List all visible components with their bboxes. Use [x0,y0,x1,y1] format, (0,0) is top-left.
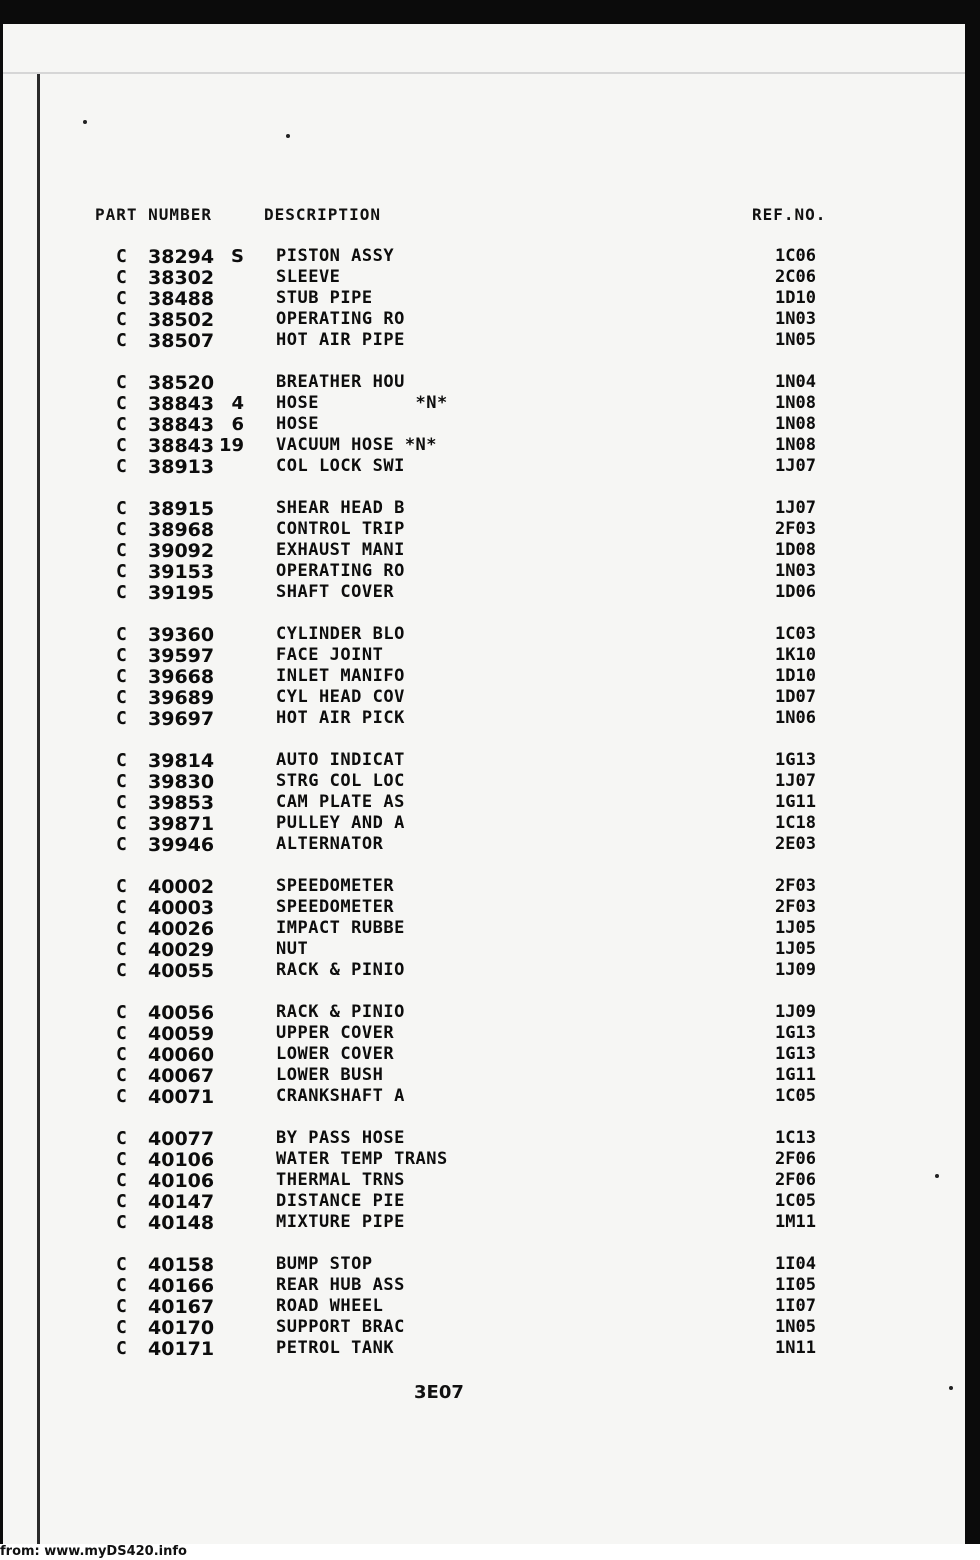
part-prefix: C [116,1044,127,1065]
part-prefix: C [116,540,127,561]
part-description: HOSE *N* [276,393,448,413]
part-prefix: C [116,666,127,687]
parts-table [0,246,980,1359]
ref-number: 1D10 [775,666,816,686]
ref-number: 1D10 [775,288,816,308]
ref-number: 1I05 [775,1275,816,1295]
part-description: RACK & PINIO [276,960,405,980]
table-row [0,1023,980,1044]
part-description: SHEAR HEAD B [276,498,405,518]
ref-number: 1G13 [775,1023,816,1043]
part-description: COL LOCK SWI [276,456,405,476]
part-description: UPPER COVER [276,1023,395,1043]
ref-number: 1D07 [775,687,816,707]
part-description: OPERATING RO [276,561,405,581]
table-row [0,246,980,267]
ref-number: 1N11 [775,1338,816,1358]
ref-number: 2E03 [775,834,816,854]
ref-number: 1N08 [775,435,816,455]
ref-number: 1N08 [775,393,816,413]
ref-number: 2F06 [775,1170,816,1190]
ref-number: 1J09 [775,960,816,980]
part-number: 40026 [148,918,215,940]
ref-number: 1J09 [775,1002,816,1022]
part-description: AUTO INDICAT [276,750,405,770]
ref-number: 1N05 [775,1317,816,1337]
part-number: 40060 [148,1044,215,1066]
part-description: IMPACT RUBBE [276,918,405,938]
part-number: 40148 [148,1212,215,1234]
part-number: 40059 [148,1023,215,1045]
part-number: 39360 [148,624,215,646]
part-prefix: C [116,246,127,267]
part-prefix: C [116,750,127,771]
part-prefix: C [116,960,127,981]
part-prefix: C [116,498,127,519]
ref-number: 2F06 [775,1149,816,1169]
table-row [0,666,980,687]
ref-number: 1N03 [775,561,816,581]
part-prefix: C [116,939,127,960]
ref-number: 1J07 [775,771,816,791]
ref-number: 1C13 [775,1128,816,1148]
part-number: 40003 [148,897,215,919]
part-description: BY PASS HOSE [276,1128,405,1148]
table-row [0,708,980,729]
part-number: 39871 [148,813,215,835]
part-number: 39946 [148,834,215,856]
part-number: 40170 [148,1317,215,1339]
source-footer: from: www.myDS420.info [0,1544,980,1560]
part-prefix: C [116,267,127,288]
part-prefix: C [116,1296,127,1317]
part-description: CYLINDER BLO [276,624,405,644]
table-row [0,1170,980,1191]
part-prefix: C [116,1338,127,1359]
part-number: 38843 [148,435,215,457]
part-number: 38843 [148,414,215,436]
table-row [0,267,980,288]
ref-number: 2F03 [775,519,816,539]
part-prefix: C [116,519,127,540]
part-number: 38913 [148,456,215,478]
part-number: 38302 [148,267,215,289]
part-prefix: C [116,1128,127,1149]
part-prefix: C [116,771,127,792]
part-description: FACE JOINT [276,645,384,665]
part-number: 39830 [148,771,215,793]
table-row [0,624,980,645]
part-suffix: 4 [231,393,244,414]
table-row [0,918,980,939]
part-prefix: C [116,582,127,603]
part-number: 38488 [148,288,215,310]
part-description: CRANKSHAFT A [276,1086,405,1106]
header-description: DESCRIPTION [264,205,381,224]
part-prefix: C [116,1170,127,1191]
table-row [0,687,980,708]
scan-speck [286,134,290,138]
ref-number: 1G13 [775,1044,816,1064]
part-description: SPEEDOMETER [276,876,395,896]
part-description: CYL HEAD COV [276,687,405,707]
part-prefix: C [116,1086,127,1107]
part-number: 40166 [148,1275,215,1297]
table-row [0,792,980,813]
part-number: 40067 [148,1065,215,1087]
part-description: SHAFT COVER [276,582,395,602]
table-row [0,582,980,603]
part-description: BREATHER HOU [276,372,405,392]
table-row [0,1338,980,1359]
part-prefix: C [116,645,127,666]
part-number: 40106 [148,1170,215,1192]
part-description: SPEEDOMETER [276,897,395,917]
part-description: HOT AIR PIPE [276,330,405,350]
part-description: RACK & PINIO [276,1002,405,1022]
part-prefix: C [116,918,127,939]
part-description: CAM PLATE AS [276,792,405,812]
part-number: 38915 [148,498,215,520]
ref-number: 2C06 [775,267,816,287]
table-row [0,498,980,519]
part-description: HOT AIR PICK [276,708,405,728]
table-row [0,519,980,540]
part-description: LOWER COVER [276,1044,395,1064]
part-number: 40158 [148,1254,215,1276]
part-number: 39689 [148,687,215,709]
part-prefix: C [116,1212,127,1233]
part-number: 38294 [148,246,215,268]
table-row [0,456,980,477]
part-prefix: C [116,561,127,582]
page-code: 3E07 [414,1382,464,1403]
part-number: 39597 [148,645,215,667]
header-ref-no: REF.NO. [752,205,827,224]
part-prefix: C [116,708,127,729]
ref-number: 1C03 [775,624,816,644]
part-prefix: C [116,330,127,351]
table-row [0,1191,980,1212]
part-number: 39697 [148,708,215,730]
part-description: SUPPORT BRAC [276,1317,405,1337]
part-suffix: 6 [231,414,244,435]
part-prefix: C [116,393,127,414]
table-row [0,1254,980,1275]
part-number: 40077 [148,1128,215,1150]
ref-number: 1D06 [775,582,816,602]
table-row [0,1065,980,1086]
ref-number: 2F03 [775,897,816,917]
part-prefix: C [116,687,127,708]
table-row [0,813,980,834]
ref-number: 1G11 [775,1065,816,1085]
part-prefix: C [116,897,127,918]
part-prefix: C [116,834,127,855]
ref-number: 1N05 [775,330,816,350]
table-row [0,750,980,771]
part-prefix: C [116,1317,127,1338]
ref-number: 1I07 [775,1296,816,1316]
part-number: 38507 [148,330,215,352]
table-row [0,1317,980,1338]
part-prefix: C [116,1191,127,1212]
part-description: EXHAUST MANI [276,540,405,560]
ref-number: 1M11 [775,1212,816,1232]
part-number: 40029 [148,939,215,961]
ref-number: 1D08 [775,540,816,560]
ref-number: 1I04 [775,1254,816,1274]
ref-number: 1J05 [775,918,816,938]
part-description: PISTON ASSY [276,246,395,266]
ref-number: 1N03 [775,309,816,329]
table-row [0,1275,980,1296]
ref-number: 1N08 [775,414,816,434]
part-description: VACUUM HOSE *N* [276,435,438,455]
table-row [0,372,980,393]
part-number: 40071 [148,1086,215,1108]
part-number: 40167 [148,1296,215,1318]
part-description: WATER TEMP TRANS [276,1149,448,1169]
table-row [0,330,980,351]
part-description: PULLEY AND A [276,813,405,833]
part-suffix: S [231,246,244,267]
table-row [0,1128,980,1149]
table-row [0,834,980,855]
part-prefix: C [116,372,127,393]
part-number: 38843 [148,393,215,415]
part-prefix: C [116,1023,127,1044]
table-row [0,414,980,435]
part-number: 38520 [148,372,215,394]
part-description: DISTANCE PIE [276,1191,405,1211]
part-prefix: C [116,435,127,456]
table-row [0,960,980,981]
part-description: THERMAL TRNS [276,1170,405,1190]
part-description: LOWER BUSH [276,1065,384,1085]
header-part-number: PART NUMBER [95,205,212,224]
part-prefix: C [116,414,127,435]
ref-number: 1G11 [775,792,816,812]
part-prefix: C [116,792,127,813]
part-suffix: 19 [218,435,244,456]
table-row [0,1149,980,1170]
table-row [0,1002,980,1023]
part-number: 39668 [148,666,215,688]
part-description: MIXTURE PIPE [276,1212,405,1232]
part-prefix: C [116,1065,127,1086]
part-prefix: C [116,309,127,330]
part-description: REAR HUB ASS [276,1275,405,1295]
table-row [0,393,980,414]
part-description: OPERATING RO [276,309,405,329]
part-description: HOSE [276,414,319,434]
table-row [0,1086,980,1107]
part-description: NUT [276,939,309,959]
part-number: 38968 [148,519,215,541]
part-description: ROAD WHEEL [276,1296,384,1316]
part-prefix: C [116,456,127,477]
part-number: 40106 [148,1149,215,1171]
part-prefix: C [116,1002,127,1023]
table-row [0,897,980,918]
part-number: 39195 [148,582,215,604]
part-prefix: C [116,624,127,645]
part-prefix: C [116,288,127,309]
part-number: 40002 [148,876,215,898]
part-prefix: C [116,1149,127,1170]
part-description: STRG COL LOC [276,771,405,791]
ref-number: 1J05 [775,939,816,959]
table-row [0,1296,980,1317]
ref-number: 1K10 [775,645,816,665]
table-row [0,876,980,897]
part-description: CONTROL TRIP [276,519,405,539]
part-number: 40147 [148,1191,215,1213]
part-description: ALTERNATOR [276,834,384,854]
part-description: BUMP STOP [276,1254,373,1274]
ref-number: 1C05 [775,1191,816,1211]
part-number: 39853 [148,792,215,814]
part-number: 39153 [148,561,215,583]
ref-number: 1N06 [775,708,816,728]
part-number: 39092 [148,540,215,562]
scan-speck [949,1386,953,1390]
ref-number: 1C05 [775,1086,816,1106]
ref-number: 1G13 [775,750,816,770]
table-row [0,309,980,330]
table-row [0,1044,980,1065]
part-description: INLET MANIFO [276,666,405,686]
table-row [0,561,980,582]
ref-number: 1N04 [775,372,816,392]
ref-number: 1J07 [775,456,816,476]
ref-number: 1C18 [775,813,816,833]
ref-number: 2F03 [775,876,816,896]
part-number: 40171 [148,1338,215,1360]
part-prefix: C [116,813,127,834]
part-prefix: C [116,1275,127,1296]
part-description: PETROL TANK [276,1338,395,1358]
table-row [0,771,980,792]
table-row [0,645,980,666]
scan-speck [83,120,87,124]
part-description: STUB PIPE [276,288,373,308]
table-row [0,288,980,309]
part-number: 38502 [148,309,215,331]
part-description: SLEEVE [276,267,341,287]
ref-number: 1C06 [775,246,816,266]
ref-number: 1J07 [775,498,816,518]
table-row [0,939,980,960]
part-number: 40055 [148,960,215,982]
table-row [0,1212,980,1233]
part-prefix: C [116,1254,127,1275]
part-prefix: C [116,876,127,897]
table-row [0,540,980,561]
part-number: 40056 [148,1002,215,1024]
table-row [0,435,980,456]
part-number: 39814 [148,750,215,772]
